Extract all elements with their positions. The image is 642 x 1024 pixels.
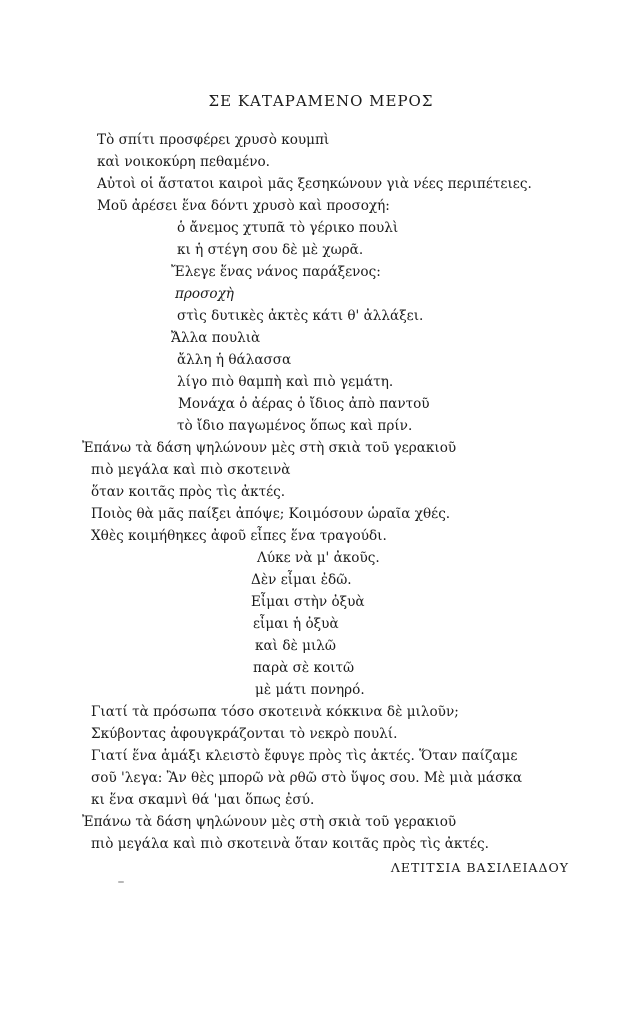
poem-line-33: πιὸ μεγάλα καὶ πιὸ σκοτεινὰ ὅταν κοιτᾶς πρὸς τὶς ἀκτές. [91, 836, 489, 852]
poem-line-3: Αὐτοὶ οἱ ἄστατοι καιροὶ μᾶς ξεσηκώνουν γιὰ νέες περιπέτειες. [97, 176, 532, 192]
paper-speck [118, 881, 124, 883]
poem-line-22: Εἶμαι στὴν ὀξυὰ [251, 594, 365, 610]
poem-line-1: Τὸ σπίτι προσφέρει χρυσὸ κουμπὶ [97, 132, 330, 148]
poem-line-18: Ποιὸς θὰ μᾶς παίξει ἀπόψε; Κοιμόσουν ὡραῖα χθές. [91, 506, 451, 522]
poem-line-26: μὲ μάτι πονηρό. [255, 682, 365, 698]
poem-line-2: καὶ νοικοκύρη πεθαμένο. [97, 154, 270, 170]
poem-line-23: εἶμαι ἡ ὀξυὰ [253, 616, 339, 632]
author-signature: ΛΕΤΙΤΣΙΑ ΒΑΣΙΛΕΙΑΔΟΥ [390, 860, 569, 875]
poem-line-31: κι ἕνα σκαμνὶ θά 'μαι ὅπως ἐσύ. [91, 792, 315, 808]
poem-line-5: ὁ ἄνεμος χτυπᾶ τὸ γέρικο πουλὶ [177, 220, 399, 236]
poem-line-28: Σκύβοντας ἀφουγκράζονται τὸ νεκρὸ πουλί. [91, 726, 398, 742]
poem-line-15: Ἐπάνω τὰ δάση ψηλώνουν μὲς στὴ σκιὰ τοῦ γερακιοῦ [82, 440, 457, 456]
poem-line-17: ὅταν κοιτᾶς πρὸς τὶς ἀκτές. [91, 484, 286, 500]
poem-line-21: Δὲν εἶμαι ἐδῶ. [251, 572, 352, 588]
poem-line-10: Ἄλλα πουλιὰ [171, 330, 261, 346]
poem-line-32: Ἐπάνω τὰ δάση ψηλώνουν μὲς στὴ σκιὰ τοῦ γερακιοῦ [82, 814, 457, 830]
poem-line-13: Μονάχα ὁ ἀέρας ὁ ἴδιος ἀπὸ παντοῦ [178, 396, 430, 412]
poem-line-24: καὶ δὲ μιλῶ [255, 638, 336, 654]
poem-line-25: παρὰ σὲ κοιτῶ [253, 660, 355, 676]
poem-line-4: Μοῦ ἀρέσει ἕνα δόντι χρυσὸ καὶ προσοχή: [97, 198, 390, 214]
poem-line-12: λίγο πιὸ θαμπὴ καὶ πιὸ γεμάτη. [177, 374, 394, 390]
poem-line-8: προσοχὴ [175, 286, 234, 302]
poem-line-20: Λύκε νὰ μ' ἀκοῦς. [257, 550, 380, 566]
poem-line-29: Γιατί ἕνα ἁμάξι κλειστὸ ἔφυγε πρὸς τὶς ἀκτές. Ὅταν παίζαμε [91, 748, 518, 764]
poem-title: ΣΕ ΚΑΤΑΡΑΜΕΝΟ ΜΕΡΟΣ [208, 92, 434, 110]
poem-line-11: ἄλλη ἡ θάλασσα [177, 352, 292, 368]
poem-line-7: Ἔλεγε ἕνας νάνος παράξενος: [171, 264, 381, 280]
poem-line-27: Γιατί τὰ πρόσωπα τόσο σκοτεινὰ κόκκινα δὲ μιλοῦν; [91, 704, 459, 720]
poem-line-16: πιὸ μεγάλα καὶ πιὸ σκοτεινὰ [91, 462, 291, 478]
poem-line-9: στὶς δυτικὲς ἀκτὲς κάτι θ' ἀλλάξει. [177, 308, 424, 324]
poem-line-30: σοῦ 'λεγα: Ἂν θὲς μπορῶ νὰ ρθῶ στὸ ὕψος σου. Μὲ μιὰ μάσκα [91, 770, 523, 786]
poem-line-14: τὸ ἴδιο παγωμένος ὅπως καὶ πρίν. [177, 418, 413, 434]
poem-line-6: κι ἡ στέγη σου δὲ μὲ χωρᾶ. [177, 242, 364, 258]
poem-line-19: Χθὲς κοιμήθηκες ἀφοῦ εἶπες ἕνα τραγούδι. [91, 528, 387, 544]
